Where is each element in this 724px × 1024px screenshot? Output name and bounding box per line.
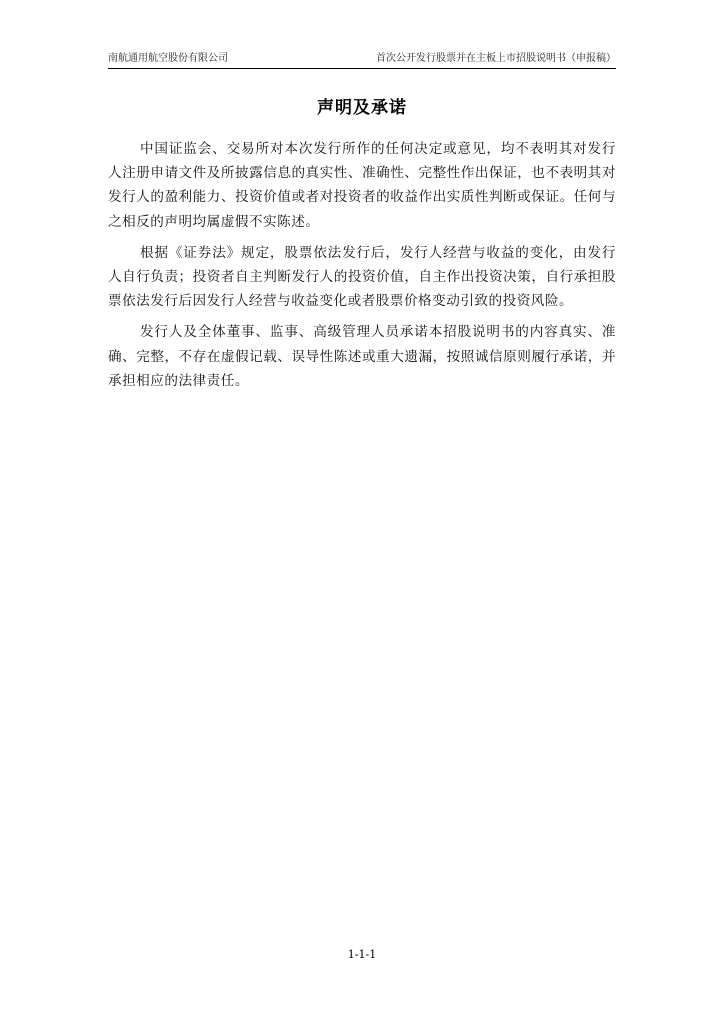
- section-body: [108, 137, 616, 400]
- page-header: [108, 52, 616, 66]
- paragraph: 根据《证券法》规定，股票依法发行后，发行人经营与收益的变化，由发行人自行负责；投资者自主判断发行人的投资价值，自主作出投资决策，自行承担股票依法发行后因发行人经营与收益变化或者股票价格变动引致的投资风险。: [108, 244, 616, 310]
- header-divider: [108, 68, 616, 69]
- paragraph: 发行人及全体董事、监事、高级管理人员承诺本招股说明书的内容真实、准确、完整，不存在虚假记载、误导性陈述或重大遗漏，按照诚信原则履行承诺，并承担相应的法律责任。: [108, 324, 616, 389]
- header-company-name: 南航通用航空股份有限公司: [108, 53, 228, 64]
- page-number: 1-1-1: [347, 948, 377, 961]
- paragraph: 中国证监会、交易所对本次发行所作的任何决定或意见，均不表明其对发行人注册申请文件及所披露信息的真实性、准确性、完整性作出保证，也不表明其对发行人的盈利能力、投资价值或者对投资者的收益作出实质性判断或保证。任何与之相反的声明均属虚假不实陈述。: [108, 141, 616, 230]
- header-document-title: 首次公开发行股票并在主板上市招股说明书（申报稿）: [376, 53, 616, 64]
- section-title: 声明及承诺: [317, 98, 407, 118]
